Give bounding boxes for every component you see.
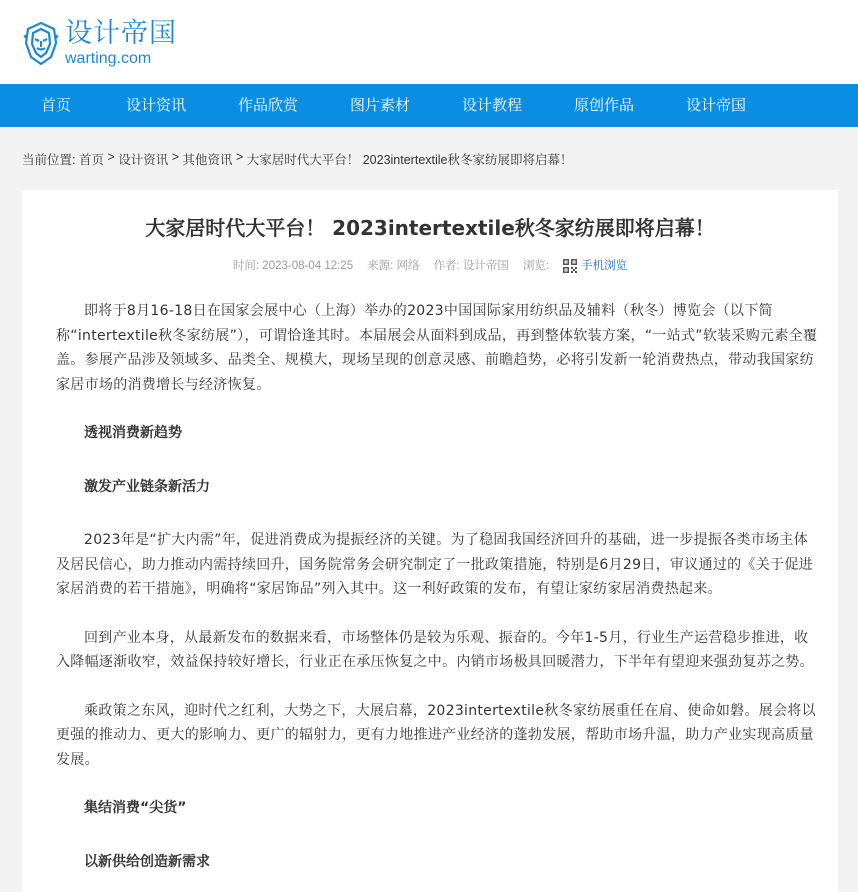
logo-domain: warting.com <box>65 49 152 67</box>
article-author: 作者: 设计帝国 <box>433 260 509 272</box>
site-header <box>0 0 858 84</box>
breadcrumb-separator: > <box>168 150 183 164</box>
mobile-view-link[interactable] <box>563 257 627 275</box>
nav-item-original-works[interactable]: 原创作品 <box>573 96 634 114</box>
article-subheading: 以新供给创造新需求 <box>84 853 210 870</box>
breadcrumb-item-home[interactable]: 首页 <box>78 153 104 167</box>
article-body <box>22 299 838 874</box>
qr-code-icon <box>563 259 577 273</box>
article-container <box>22 190 838 892</box>
mobile-view-label[interactable]: 手机浏览 <box>581 260 628 272</box>
view-count: 浏览: <box>522 260 550 272</box>
breadcrumb-separator: > <box>103 150 119 164</box>
article-subheading: 集结消费“尖货” <box>84 800 187 816</box>
breadcrumb <box>22 150 573 168</box>
nav-item-works[interactable]: 作品欣赏 <box>237 96 298 114</box>
article-meta <box>22 257 838 275</box>
article-paragraph: 2023年是“扩大内需”年，促进消费成为提振经济的关键。为了稳固我国经济回升的基础，进一步提振各类市场主体及居民信心，助力推动内需持续回升，国务院常务会研究制定了一批政策措施，特别是6月29日，审议通过的《关于促进家居消费的若干措施》，明确将“家居饰品”列入其中。这一利好政策的发布，有望让家纺家居消费热起来。 <box>56 532 813 597</box>
nav-item-image-assets[interactable]: 图片素材 <box>349 96 410 114</box>
breadcrumb-item-current: 大家居时代大平台！ 2023intertextile秋冬家纺展即将启幕！ <box>246 153 573 167</box>
breadcrumb-item-design-news[interactable]: 设计资讯 <box>118 153 169 167</box>
article-paragraph: 即将于8月16-18日在国家会展中心（上海）举办的2023中国国际家用纺织品及辅料（秋冬）博览会（以下简称“intertextile秋冬家纺展”），可谓恰逢其时。本届展会从面料到成品，再到整体软装方案，“一站式”软装采购元素全覆盖。参展产品涉及领域多、品类全、规模大，现场呈现的创意灵感、前瞻趋势，必将引发新一轮消费热点，带动我国家纺家居市场的消费增长与经济恢复。 <box>56 303 818 393</box>
site-logo[interactable] <box>21 17 177 69</box>
logo-chinese-name: 设计帝国 <box>65 17 177 49</box>
nav-item-home[interactable]: 首页 <box>40 96 71 114</box>
lion-logo-icon <box>21 17 61 69</box>
article-subheading: 透视消费新趋势 <box>84 425 182 441</box>
nav-item-design-empire[interactable]: 设计帝国 <box>685 96 746 114</box>
article-paragraph: 回到产业本身，从最新发布的数据来看，市场整体仍是较为乐观、振奋的。今年1-5月，行业生产运营稳步推进，收入降幅逐渐收窄，效益保持较好增长，行业正在承压恢复之中。内销市场极具回暖潜力，下半年有望迎来强劲复苏之势。 <box>56 629 814 670</box>
breadcrumb-prefix: 当前位置: <box>22 153 79 167</box>
article-title: 大家居时代大平台！ 2023intertextile秋冬家纺展即将启幕！ <box>145 216 715 240</box>
article-paragraph: 乘政策之东风，迎时代之红利，大势之下，大展启幕，2023intertextile秋冬家纺展重任在肩、使命如磐。展会将以更强的推动力、更大的影响力、更广的辐射力，更有力地推进产业经济的蓬勃发展，帮助市场升温，助力产业实现高质量发展。 <box>56 702 816 768</box>
publish-time: 时间: 2023-08-04 12:25 <box>232 260 354 272</box>
nav-item-design-news[interactable]: 设计资讯 <box>125 96 186 114</box>
breadcrumb-separator: > <box>232 150 247 164</box>
article-subheading: 激发产业链条新活力 <box>84 478 210 495</box>
breadcrumb-item-other-news[interactable]: 其他资讯 <box>182 153 233 167</box>
main-nav <box>0 84 858 127</box>
nav-item-tutorials[interactable]: 设计教程 <box>461 96 522 114</box>
article-source: 来源: 网络 <box>367 260 420 272</box>
